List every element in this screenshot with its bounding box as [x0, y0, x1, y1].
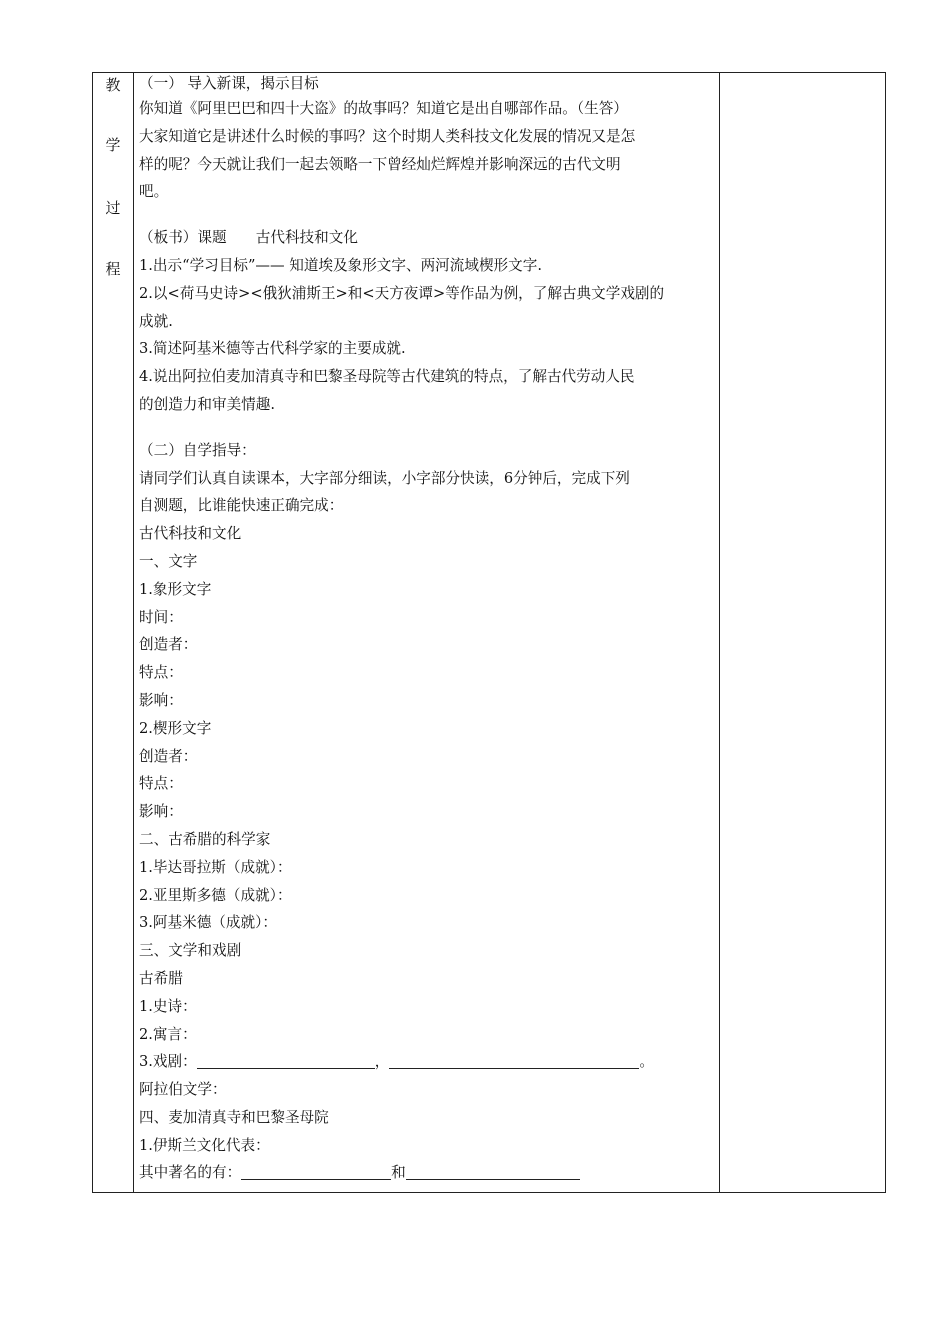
study-line: 3.阿基米德（成就）： [139, 914, 277, 932]
study-line: 2.寓言： [139, 1025, 197, 1043]
lesson-content [139, 73, 713, 1187]
study-line: 自测题，比谁能快速正确完成： [139, 497, 344, 515]
study-line: 影响： [139, 691, 183, 709]
drama-separator: ， [374, 1053, 390, 1071]
study-line: 特点： [139, 664, 183, 682]
column-divider-left [133, 73, 134, 1192]
side-label-char: 过 [105, 199, 121, 217]
study-line: 四、麦加清真寺和巴黎圣母院 [139, 1108, 329, 1126]
famous-blank-1[interactable] [241, 1163, 391, 1180]
drama-blank-2[interactable] [389, 1052, 639, 1069]
drama-line [139, 1048, 713, 1076]
column-divider-right [719, 73, 720, 1192]
famous-separator: 和 [391, 1164, 406, 1182]
study-line: 二、古希腊的科学家 [139, 830, 271, 848]
drama-label: 3.戏剧： [139, 1053, 197, 1071]
study-line: 影响： [139, 803, 183, 821]
study-line: 1.史诗： [139, 997, 197, 1015]
intro-line: 吧。 [139, 183, 169, 201]
study-line: 一、文字 [139, 552, 198, 570]
study-line: 1.象形文字 [139, 580, 212, 598]
goal-line: 的创造力和审美情趣. [139, 395, 275, 413]
self-study-heading: （二）自学指导： [139, 441, 256, 459]
study-line: 古代科技和文化 [139, 525, 242, 543]
study-line: 2.亚里斯多德（成就）： [139, 886, 292, 904]
famous-blank-2[interactable] [406, 1163, 580, 1180]
study-line: 2.楔形文字 [139, 719, 212, 737]
board-title: （板书）课题 古代科技和文化 [139, 229, 358, 247]
goal-line: 2.以<荷马史诗><俄狄浦斯王>和<天方夜谭>等作品为例，了解古典文学戏剧的 [139, 284, 665, 302]
goal-line: 成就. [139, 312, 173, 330]
goal-line: 1.出示“学习目标”—— 知道埃及象形文字、两河流域楔形文字. [139, 256, 542, 274]
goal-line: 4.说出阿拉伯麦加清真寺和巴黎圣母院等古代建筑的特点，了解古代劳动人民 [139, 368, 635, 386]
famous-label: 其中著名的有： [139, 1164, 242, 1182]
intro-line: 大家知道它是讲述什么时候的事吗？这个时期人类科技文化发展的情况又是怎 [139, 127, 636, 145]
study-line: 古希腊 [139, 969, 183, 987]
goal-line: 3.简述阿基米德等古代科学家的主要成就. [139, 340, 406, 358]
side-label-char: 教 [105, 76, 121, 94]
intro-line: 样的呢？今天就让我们一起去领略一下曾经灿烂辉煌并影响深远的古代文明 [139, 155, 621, 173]
study-line: 创造者： [139, 747, 198, 765]
study-line: 创造者： [139, 636, 198, 654]
drama-blank-1[interactable] [197, 1052, 375, 1069]
intro-line: 你知道《阿里巴巴和四十大盗》的故事吗？知道它是出自哪部作品。（生答） [139, 100, 628, 117]
study-line: 1.毕达哥拉斯（成就）： [139, 858, 292, 876]
side-label-char: 程 [105, 260, 121, 278]
study-line: 时间： [139, 608, 183, 626]
study-line: 特点： [139, 775, 183, 793]
side-label-column [93, 73, 133, 1192]
study-line: 阿拉伯文学： [139, 1081, 227, 1099]
study-line: 1.伊斯兰文化代表： [139, 1136, 270, 1154]
lesson-table [92, 72, 886, 1193]
intro-heading: （一） 导入新课，揭示目标 [139, 75, 319, 92]
study-line: 三、文学和戏剧 [139, 942, 242, 960]
side-label-char: 学 [105, 136, 121, 154]
study-line: 请同学们认真自读课本，大字部分细读，小字部分快读，6分钟后，完成下列 [139, 469, 630, 487]
famous-line [139, 1159, 713, 1187]
drama-end: 。 [639, 1053, 654, 1071]
